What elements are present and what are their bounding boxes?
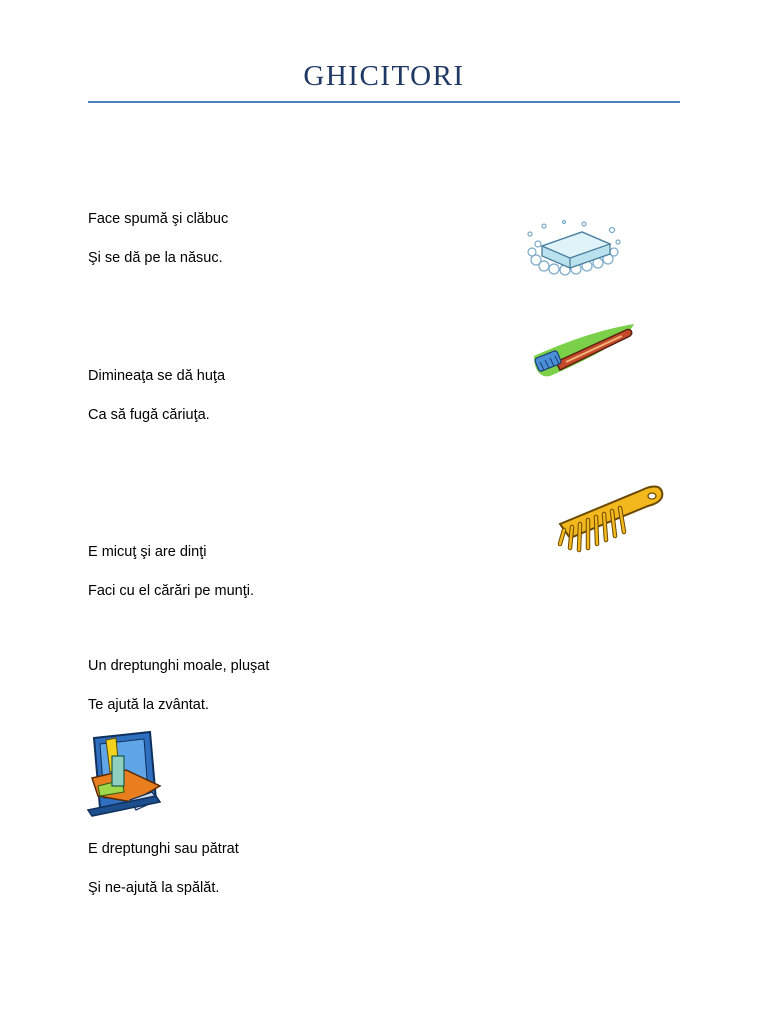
riddle-3-line-2: Faci cu el cărări pe munţi. xyxy=(88,583,255,599)
soap-icon xyxy=(524,216,624,276)
towel-icon xyxy=(86,730,166,820)
page-title: GHICITORI xyxy=(303,60,465,92)
riddle-2-line-2: Ca să fugă căriuţa. xyxy=(88,407,210,423)
riddle-5-line-1: E dreptunghi sau pătrat xyxy=(88,841,239,857)
toothbrush-icon xyxy=(526,320,638,382)
riddle-4-line-1: Un dreptunghi moale, pluşat xyxy=(88,658,270,674)
riddle-4-line-2: Te ajută la zvântat. xyxy=(88,697,209,713)
riddle-1-line-1: Face spumă şi clăbuc xyxy=(88,211,229,227)
riddle-5-line-2: Şi ne-ajută la spălăt. xyxy=(88,880,220,896)
riddle-2-line-1: Dimineaţa se dă huţa xyxy=(88,368,226,384)
riddle-3-line-1: E micuţ şi are dinţi xyxy=(88,544,207,560)
comb-icon xyxy=(550,474,666,560)
riddle-1-line-2: Şi se dă pe la năsuc. xyxy=(88,250,223,266)
title-underline xyxy=(88,101,680,103)
